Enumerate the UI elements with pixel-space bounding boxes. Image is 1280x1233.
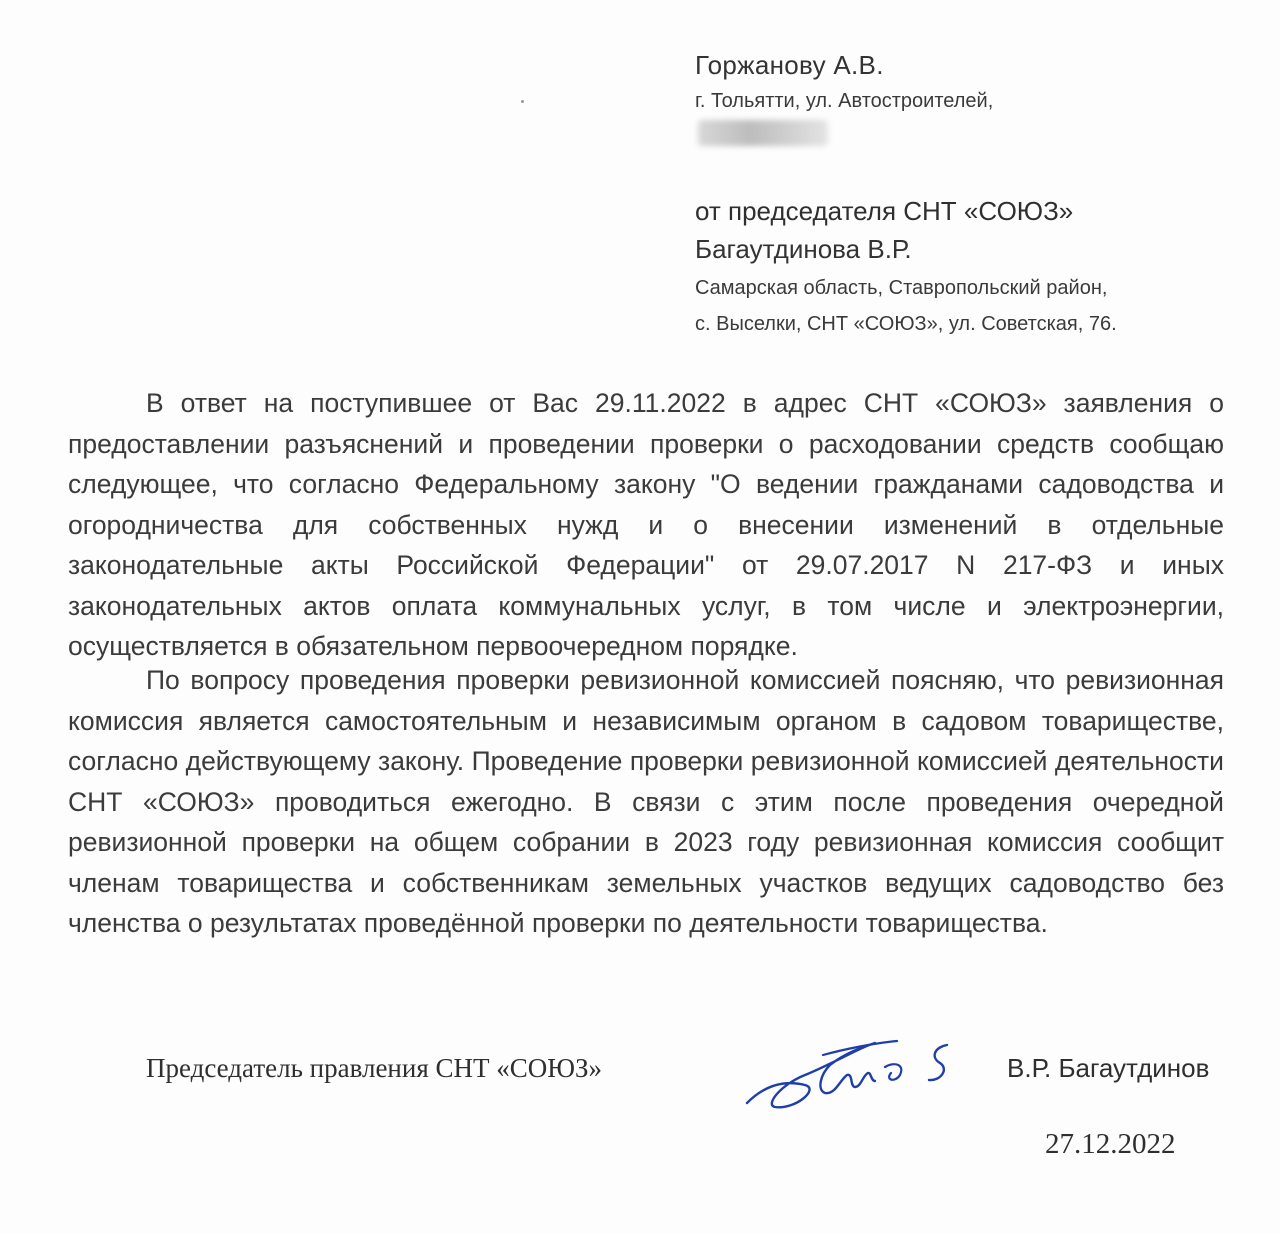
signatory-name: В.Р. Багаутдинов	[1007, 1053, 1210, 1083]
body-paragraph-1: В ответ на поступившее от Вас 29.11.2022 в адрес СНТ «СОЮЗ» заявления о предоставлении разъяснений и проведении проверки о расходовании средств сообщаю следующее, что согласно Федеральному закону "О ведении гражданами садоводства и огородничества для собственных нужд и о внесении изменений в отдельные законодательные акты Российской Федерации" от 29.07.2017 N 217-ФЗ и иных законодательных актов оплата коммунальных услуг, в том числе и электроэнергии, осуществляется в обязательном первоочередном порядке.	[68, 388, 1224, 661]
signature-stroke-s	[929, 1045, 947, 1080]
recipient-address: г. Тольятти, ул. Автостроителей,	[695, 90, 994, 112]
redacted-house-number	[698, 120, 828, 146]
sender-address-line1: Самарская область, Ставропольский район,	[695, 277, 1108, 299]
body-paragraph-2: По вопросу проведения проверки ревизионной комиссией поясняю, что ревизионная комиссия является самостоятельным и независимым органом в садовом товариществе, согласно действующему закону. Проведение проверки ревизионной комиссией деятельности СНТ «СОЮЗ» проводиться ежегодно. В связи с этим после проведения очередной ревизионной проверки на общем собрании в 2023 году ревизионная комиссия сообщит членам товарищества и собственникам земельных участков ведущих садоводство без членства о результатах проведённой проверки по деятельности товарищества.	[68, 665, 1224, 938]
signature-stroke-loop	[885, 1064, 901, 1080]
letter-date: 27.12.2022	[1045, 1128, 1176, 1160]
handwritten-signature	[735, 1025, 965, 1120]
signature-stroke-main	[747, 1043, 875, 1107]
sender-name: Багаутдинова В.Р.	[695, 234, 912, 264]
sender-address-line2: с. Выселки, СНТ «СОЮЗ», ул. Советская, 76.	[695, 313, 1117, 335]
recipient-name: Горжанову А.В.	[695, 50, 884, 80]
signature-title: Председатель правления СНТ «СОЮЗ»	[146, 1053, 603, 1083]
sender-from: от председателя СНТ «СОЮЗ»	[695, 196, 1074, 226]
scan-speck	[521, 100, 524, 103]
